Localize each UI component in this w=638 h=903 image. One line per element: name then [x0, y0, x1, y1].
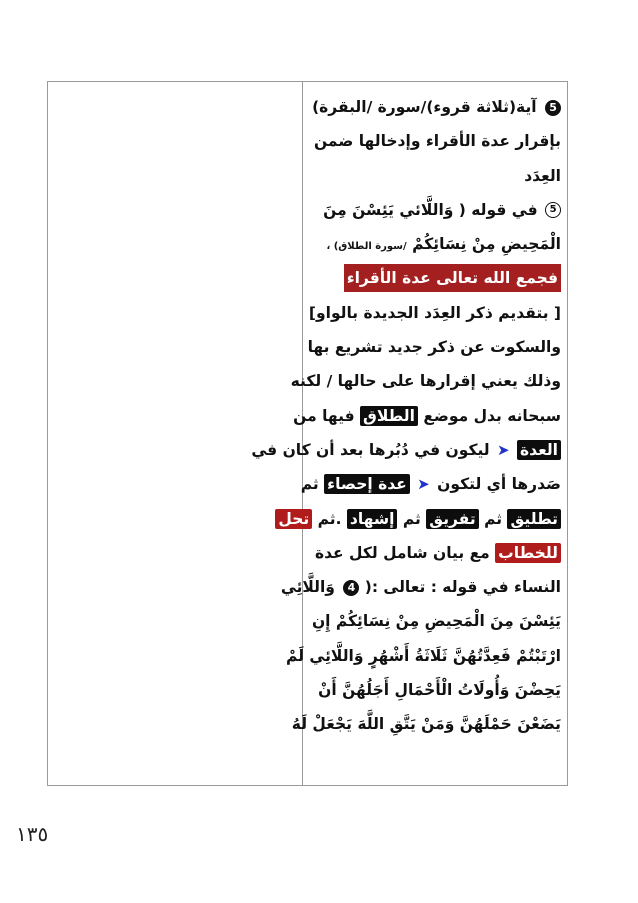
- line-13-mid1: ثم: [484, 509, 503, 528]
- line-18: [307, 673, 561, 707]
- line-13-mid3: .ثم: [317, 509, 342, 528]
- line-3-text: العِدَد: [524, 166, 561, 185]
- highlight-black-talaq: الطلاق: [360, 406, 418, 426]
- line-3: [307, 159, 561, 193]
- line-9: [290, 364, 561, 398]
- line-18-text: يَحِضْنَ وَأُولَاتُ الْأَحْمَالِ أَجَلُهُنَّ أَنْ: [318, 681, 561, 700]
- line-14: [307, 536, 561, 570]
- highlight-black-ihsa: عدة إحصاء: [324, 474, 410, 494]
- line-10-pre: سبحانه بدل موضع: [423, 406, 561, 425]
- highlight-black-ishhad: إشهاد: [347, 509, 398, 529]
- line-8-text: والسكوت عن ذكر جديد تشريع بها: [307, 338, 561, 357]
- line-16: [307, 604, 561, 638]
- line-15-post: وَاللَّائِي: [280, 578, 335, 597]
- line-15: [280, 570, 561, 604]
- line-10-post: فيها من: [293, 406, 355, 425]
- line-17: [286, 639, 561, 673]
- line-19: [291, 707, 561, 741]
- line-6: [307, 261, 561, 295]
- line-10: [293, 399, 561, 433]
- highlight-black-tafriq: تفريق: [426, 509, 478, 529]
- highlight-red-tahil: تحل: [275, 509, 312, 529]
- right-column-text: [251, 82, 567, 785]
- line-12-post: ثم: [300, 475, 319, 494]
- circled-number-icon: 4: [343, 580, 359, 596]
- line-2-text: بإقرار عدة الأقراء وإدخالها ضمن: [313, 132, 561, 151]
- highlight-red-heading: فجمع الله تعالى عدة الأقراء: [344, 264, 561, 292]
- text-lines: [251, 90, 561, 742]
- blue-left-arrow-icon: ➤: [417, 475, 430, 494]
- line-8: [307, 330, 561, 364]
- highlight-black-iddah: العدة: [517, 440, 561, 460]
- line-12-pre: صَدرها أي لتكون: [437, 475, 561, 494]
- line-15-text: النساء في قوله : تعالى :(: [364, 578, 561, 597]
- line-1: [307, 90, 561, 124]
- line-11-post: ليكون في دُبُرها بعد أن كان في: [251, 440, 490, 459]
- line-11: [251, 433, 561, 467]
- line-1-text: آية(ثلاثة قروء)/سورة /البقرة): [312, 98, 537, 116]
- line-2: [307, 124, 561, 158]
- line-5-text: الْمَحِيضِ مِنْ نِسَائِكُمْ: [412, 235, 561, 254]
- line-12: [300, 467, 561, 501]
- line-17-text: ارْتَبْتُمْ فَعِدَّتُهُنَّ ثَلَاثَةُ أَشْهُرٍ وَاللَّائِي لَمْ: [286, 646, 561, 665]
- line-4: [307, 193, 561, 227]
- line-14-post: مع بيان شامل لكل عدة: [314, 543, 490, 562]
- highlight-red-khuttab: للخطاب: [495, 543, 561, 563]
- line-4-text: في قوله ( وَاللَّائي يَئِسْنَ مِنَ: [323, 200, 538, 219]
- circled-number-icon: 5: [545, 100, 561, 116]
- line-5-small-text: /سورة الطلاق) ،: [326, 241, 407, 253]
- line-7-text: [ بتقديم ذكر العِدَد الجديدة بالواو]: [308, 303, 561, 322]
- line-7: [307, 296, 561, 330]
- circled-number-outline-icon: 5: [545, 202, 561, 218]
- line-19-text: يَضَعْنَ حَمْلَهُنَّ وَمَنْ يَتَّقِ اللَّهَ يَجْعَلْ لَهُ: [291, 715, 561, 734]
- line-16-text: يَئِسْنَ مِنَ الْمَحِيضِ مِنْ نِسَائِكُمْ إِنِ: [311, 612, 561, 631]
- line-13: [278, 502, 561, 536]
- highlight-black-tatliq: تطليق: [507, 509, 561, 529]
- line-13-mid2: ثم: [402, 509, 421, 528]
- line-5: [307, 227, 561, 261]
- page-frame: [47, 81, 568, 786]
- page-number: ١٣٥: [16, 822, 49, 846]
- line-9-text: وذلك يعني إقرارها على حالها / لكنه: [290, 372, 561, 391]
- blue-left-arrow-icon: ➤: [497, 440, 510, 459]
